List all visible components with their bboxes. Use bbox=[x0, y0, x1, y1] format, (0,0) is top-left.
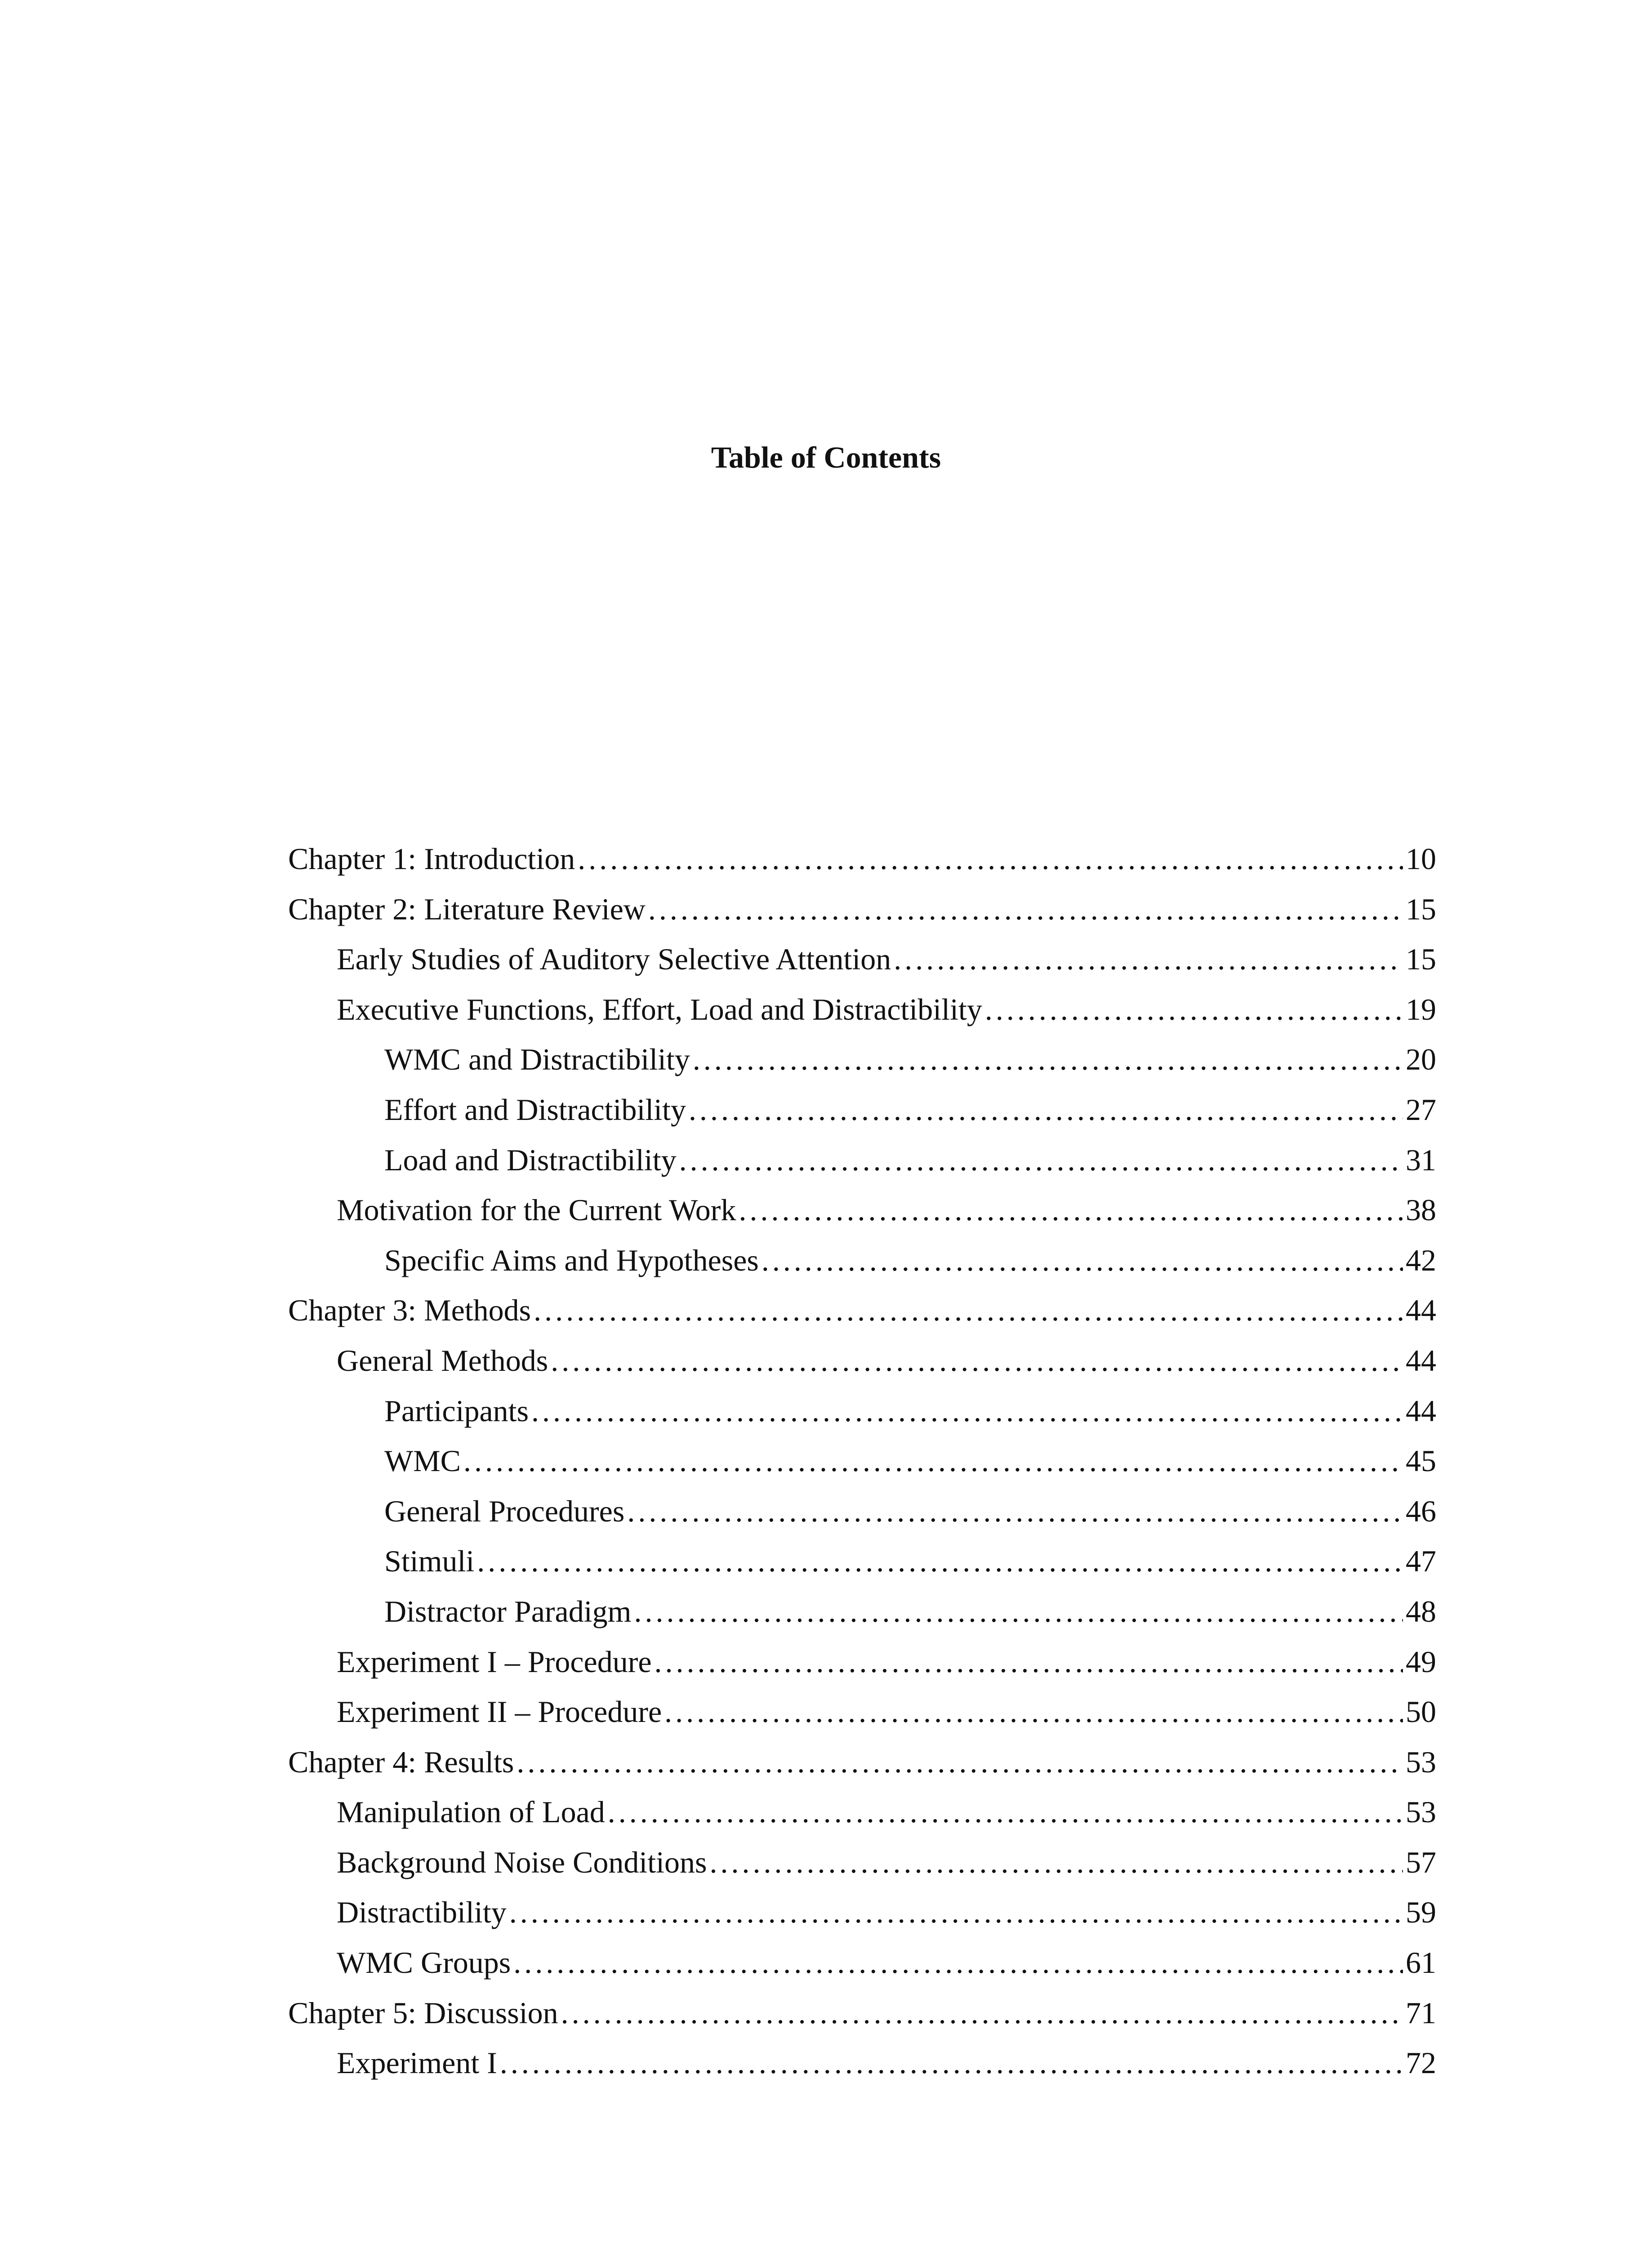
toc-entry[interactable] bbox=[288, 1285, 1436, 1336]
toc-page-number: 45 bbox=[1406, 1444, 1436, 1478]
toc-dot-leader bbox=[739, 1185, 1403, 1236]
toc-entry-title: Manipulation of Load bbox=[337, 1795, 605, 1829]
toc-page-number: 46 bbox=[1406, 1494, 1436, 1528]
toc-entry[interactable] bbox=[288, 1135, 1436, 1186]
toc-dot-leader bbox=[655, 1637, 1403, 1687]
toc-entry[interactable] bbox=[288, 1687, 1436, 1737]
toc-page-number: 71 bbox=[1406, 1995, 1436, 2030]
toc-entry-title: WMC Groups bbox=[337, 1945, 511, 1980]
toc-entry[interactable] bbox=[288, 1336, 1436, 1386]
toc-page-number: 72 bbox=[1406, 2046, 1436, 2080]
toc-entry-title: Participants bbox=[384, 1393, 529, 1428]
toc-dot-leader bbox=[578, 834, 1403, 884]
toc-page-number: 47 bbox=[1406, 1544, 1436, 1579]
toc-entry-title: WMC and Distractibility bbox=[384, 1042, 690, 1077]
toc-entry-title: Specific Aims and Hypotheses bbox=[384, 1243, 759, 1277]
toc-page-number: 59 bbox=[1406, 1895, 1436, 1930]
toc-page-number: 53 bbox=[1406, 1795, 1436, 1829]
toc-dot-leader bbox=[500, 2038, 1403, 2088]
toc-dot-leader bbox=[531, 1386, 1403, 1436]
toc-page-number: 44 bbox=[1406, 1393, 1436, 1428]
toc-entry-title: Load and Distractibility bbox=[384, 1142, 677, 1177]
toc-page-number: 48 bbox=[1406, 1594, 1436, 1628]
toc-entry-title: General Methods bbox=[337, 1343, 548, 1378]
toc-page-number: 61 bbox=[1406, 1945, 1436, 1980]
toc-dot-leader bbox=[664, 1687, 1403, 1737]
toc-dot-leader bbox=[509, 1887, 1403, 1938]
toc-entry-title: Chapter 1: Introduction bbox=[288, 842, 575, 876]
toc-entry-title: Chapter 2: Literature Review bbox=[288, 892, 646, 926]
toc-entry-title: Stimuli bbox=[384, 1544, 475, 1579]
toc-page-number: 44 bbox=[1406, 1293, 1436, 1328]
toc-dot-leader bbox=[679, 1135, 1403, 1186]
toc-page-number: 19 bbox=[1406, 992, 1436, 1026]
toc-entry-title: WMC bbox=[384, 1444, 461, 1478]
toc-dot-leader bbox=[710, 1838, 1403, 1888]
toc-entry[interactable] bbox=[288, 2038, 1436, 2088]
toc-dot-leader bbox=[648, 884, 1403, 935]
toc-dot-leader bbox=[634, 1587, 1403, 1637]
toc-entry-title: Executive Functions, Effort, Load and Distractibility bbox=[337, 992, 982, 1026]
toc-page-number: 31 bbox=[1406, 1142, 1436, 1177]
toc-page-number: 15 bbox=[1406, 942, 1436, 977]
toc-entry[interactable] bbox=[288, 1838, 1436, 1888]
toc-entry[interactable] bbox=[288, 1486, 1436, 1537]
toc-entry-title: Early Studies of Auditory Selective Attention bbox=[337, 942, 891, 977]
toc-dot-leader bbox=[517, 1737, 1403, 1788]
toc-entry-title: Chapter 3: Methods bbox=[288, 1293, 531, 1328]
toc-dot-leader bbox=[608, 1787, 1403, 1838]
toc-entry[interactable] bbox=[288, 1536, 1436, 1587]
table-of-contents bbox=[288, 834, 1436, 2088]
toc-entry[interactable] bbox=[288, 985, 1436, 1035]
toc-entry-title: Chapter 4: Results bbox=[288, 1744, 514, 1779]
toc-entry[interactable] bbox=[288, 1737, 1436, 1788]
toc-entry-title: Experiment I bbox=[337, 2046, 497, 2080]
toc-entry[interactable] bbox=[288, 834, 1436, 884]
toc-entry-title: Distractor Paradigm bbox=[384, 1594, 632, 1628]
toc-entry[interactable] bbox=[288, 1236, 1436, 1286]
toc-dot-leader bbox=[985, 985, 1403, 1035]
toc-page-number: 49 bbox=[1406, 1644, 1436, 1679]
toc-entry[interactable] bbox=[288, 934, 1436, 985]
toc-entry-title: Motivation for the Current Work bbox=[337, 1193, 736, 1227]
toc-dot-leader bbox=[551, 1336, 1403, 1386]
toc-entry[interactable] bbox=[288, 1035, 1436, 1085]
toc-page-number: 42 bbox=[1406, 1243, 1436, 1277]
toc-entry[interactable] bbox=[288, 1085, 1436, 1135]
toc-dot-leader bbox=[513, 1938, 1403, 1988]
toc-entry[interactable] bbox=[288, 1386, 1436, 1436]
toc-page-number: 10 bbox=[1406, 842, 1436, 876]
toc-entry[interactable] bbox=[288, 1436, 1436, 1486]
toc-dot-leader bbox=[534, 1285, 1403, 1336]
toc-entry-title: Chapter 5: Discussion bbox=[288, 1995, 558, 2030]
toc-entry[interactable] bbox=[288, 1938, 1436, 1988]
toc-page-number: 15 bbox=[1406, 892, 1436, 926]
toc-page-number: 20 bbox=[1406, 1042, 1436, 1077]
toc-entry[interactable] bbox=[288, 1887, 1436, 1938]
toc-dot-leader bbox=[477, 1536, 1403, 1587]
toc-page-number: 27 bbox=[1406, 1092, 1436, 1127]
toc-entry-title: Background Noise Conditions bbox=[337, 1845, 707, 1879]
toc-dot-leader bbox=[894, 934, 1403, 985]
toc-entry[interactable] bbox=[288, 1637, 1436, 1687]
toc-page-number: 57 bbox=[1406, 1845, 1436, 1879]
toc-page-number: 44 bbox=[1406, 1343, 1436, 1378]
toc-entry-title: Experiment I – Procedure bbox=[337, 1644, 652, 1679]
toc-dot-leader bbox=[561, 1988, 1403, 2038]
toc-entry-title: Experiment II – Procedure bbox=[337, 1695, 662, 1729]
toc-entry-title: Effort and Distractibility bbox=[384, 1092, 686, 1127]
toc-entry[interactable] bbox=[288, 884, 1436, 935]
toc-dot-leader bbox=[463, 1436, 1403, 1486]
toc-page-number: 38 bbox=[1406, 1193, 1436, 1227]
toc-entry[interactable] bbox=[288, 1185, 1436, 1236]
toc-entry[interactable] bbox=[288, 1587, 1436, 1637]
toc-dot-leader bbox=[693, 1035, 1403, 1085]
toc-entry[interactable] bbox=[288, 1988, 1436, 2038]
toc-entry[interactable] bbox=[288, 1787, 1436, 1838]
page-title: Table of Contents bbox=[711, 440, 941, 474]
toc-page-number: 53 bbox=[1406, 1744, 1436, 1779]
toc-dot-leader bbox=[689, 1085, 1403, 1135]
toc-entry-title: Distractibility bbox=[337, 1895, 507, 1930]
toc-page-number: 50 bbox=[1406, 1695, 1436, 1729]
toc-dot-leader bbox=[761, 1236, 1403, 1286]
toc-dot-leader bbox=[627, 1486, 1403, 1537]
toc-entry-title: General Procedures bbox=[384, 1494, 625, 1528]
